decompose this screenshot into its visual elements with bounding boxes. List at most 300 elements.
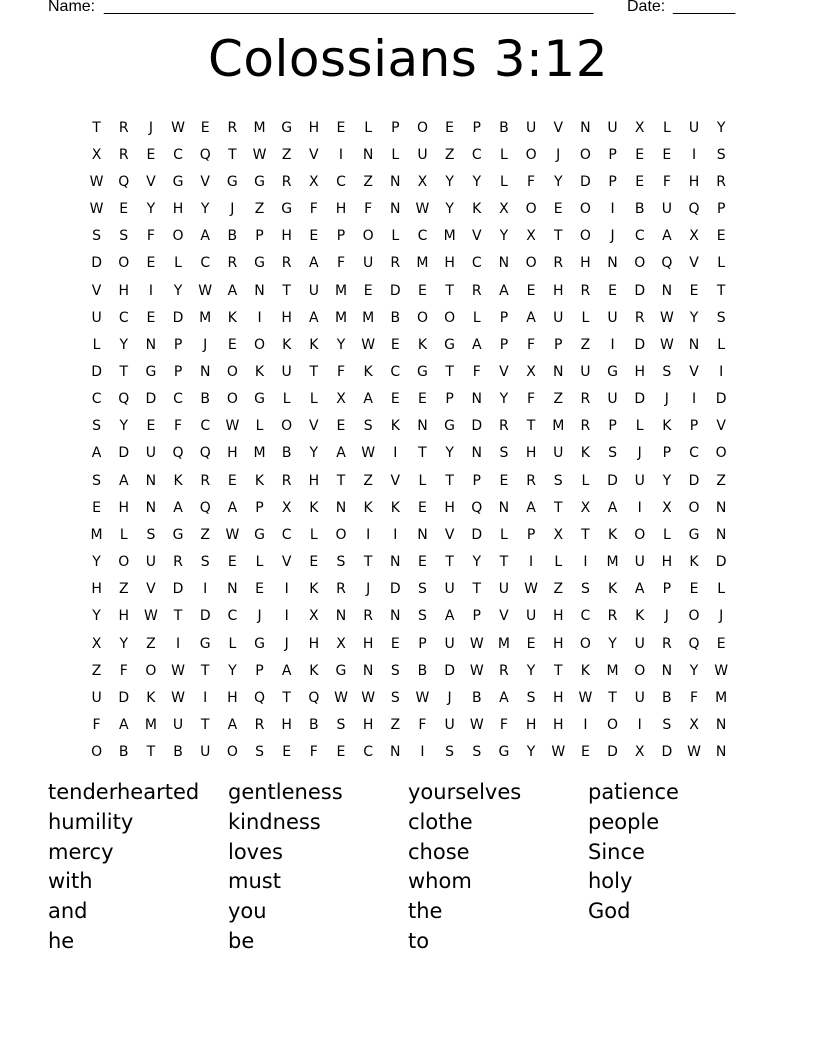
grid-letter[interactable]: N <box>335 608 347 625</box>
grid-letter[interactable]: M <box>552 418 565 435</box>
grid-letter[interactable]: L <box>581 309 590 326</box>
grid-letter[interactable]: H <box>552 689 564 706</box>
grid-letter[interactable]: Q <box>688 635 700 652</box>
grid-letter[interactable]: E <box>418 554 427 571</box>
grid-letter[interactable]: B <box>662 689 672 706</box>
grid-letter[interactable]: T <box>553 499 563 516</box>
grid-letter[interactable]: R <box>526 472 536 489</box>
grid-letter[interactable]: N <box>390 744 401 761</box>
grid-letter[interactable]: S <box>580 581 590 598</box>
grid-letter[interactable]: D <box>118 445 130 462</box>
grid-letter[interactable]: G <box>281 119 293 136</box>
grid-letter[interactable]: P <box>391 119 400 136</box>
grid-letter[interactable]: N <box>417 418 428 435</box>
grid-letter[interactable]: O <box>525 201 537 218</box>
grid-letter[interactable]: Y <box>608 635 617 652</box>
grid-letter[interactable]: S <box>716 309 726 326</box>
grid-letter[interactable]: H <box>552 717 564 734</box>
grid-letter[interactable]: V <box>689 255 699 272</box>
grid-letter[interactable]: W <box>252 146 267 163</box>
grid-letter[interactable]: K <box>662 418 672 435</box>
grid-letter[interactable]: I <box>610 201 615 218</box>
grid-letter[interactable]: O <box>444 309 456 326</box>
grid-letter[interactable]: I <box>583 554 588 571</box>
grid-letter[interactable]: I <box>284 608 289 625</box>
grid-letter[interactable]: W <box>415 689 430 706</box>
grid-letter[interactable]: A <box>499 282 509 299</box>
grid-letter[interactable]: I <box>637 499 642 516</box>
grid-letter[interactable]: K <box>254 472 265 489</box>
grid-letter[interactable]: E <box>418 391 427 408</box>
grid-letter[interactable]: P <box>336 228 346 245</box>
grid-letter[interactable]: N <box>661 282 673 299</box>
grid-letter[interactable]: V <box>390 472 401 489</box>
grid-letter[interactable]: F <box>364 201 373 218</box>
grid-letter[interactable]: R <box>363 608 373 625</box>
grid-letter[interactable]: O <box>579 146 591 163</box>
grid-letter[interactable]: S <box>716 146 726 163</box>
grid-letter[interactable]: O <box>525 146 537 163</box>
name-field[interactable]: _______________________________________________________ <box>104 0 594 15</box>
grid-letter[interactable]: E <box>227 472 237 489</box>
grid-letter[interactable]: D <box>715 554 727 571</box>
grid-letter[interactable]: J <box>230 201 235 218</box>
grid-letter[interactable]: L <box>174 255 182 272</box>
grid-letter[interactable]: K <box>309 336 319 353</box>
grid-letter[interactable]: E <box>526 635 536 652</box>
grid-letter[interactable]: S <box>146 526 156 543</box>
grid-letter[interactable]: A <box>227 717 238 734</box>
grid-letter[interactable]: X <box>553 526 564 543</box>
grid-letter[interactable]: H <box>281 717 292 734</box>
grid-letter[interactable]: K <box>309 662 319 679</box>
grid-letter[interactable]: V <box>499 363 509 380</box>
grid-letter[interactable]: C <box>363 744 374 761</box>
grid-letter[interactable]: L <box>364 119 373 136</box>
grid-letter[interactable]: S <box>390 662 400 679</box>
grid-letter[interactable]: K <box>417 336 428 353</box>
grid-letter[interactable]: Y <box>662 472 672 489</box>
grid-letter[interactable]: T <box>472 581 482 598</box>
grid-letter[interactable]: E <box>662 146 672 163</box>
grid-letter[interactable]: I <box>529 554 534 571</box>
grid-letter[interactable]: Y <box>716 119 726 136</box>
grid-letter[interactable]: T <box>445 282 454 299</box>
grid-letter[interactable]: L <box>554 554 563 571</box>
grid-letter[interactable]: V <box>200 173 210 190</box>
grid-letter[interactable]: K <box>363 363 373 380</box>
grid-letter[interactable]: X <box>526 363 536 380</box>
grid-letter[interactable]: H <box>308 119 320 136</box>
grid-letter[interactable]: M <box>90 526 103 543</box>
grid-letter[interactable]: R <box>336 581 346 598</box>
grid-letter[interactable]: I <box>257 309 262 326</box>
grid-letter[interactable]: D <box>715 391 727 408</box>
grid-letter[interactable]: T <box>173 608 183 625</box>
grid-letter[interactable]: X <box>689 228 699 245</box>
grid-letter[interactable]: N <box>471 445 482 462</box>
grid-letter[interactable]: Y <box>553 173 563 190</box>
grid-letter[interactable]: O <box>91 744 103 761</box>
grid-letter[interactable]: B <box>227 228 238 245</box>
grid-letter[interactable]: D <box>199 608 211 625</box>
grid-letter[interactable]: T <box>581 526 590 543</box>
grid-letter[interactable]: N <box>390 201 401 218</box>
grid-letter[interactable]: D <box>688 472 700 489</box>
grid-letter[interactable]: R <box>227 255 238 272</box>
grid-letter[interactable]: R <box>200 472 211 489</box>
grid-letter[interactable]: E <box>390 336 400 353</box>
grid-letter[interactable]: Z <box>91 662 102 679</box>
grid-letter[interactable]: X <box>499 201 509 218</box>
grid-letter[interactable]: W <box>171 689 185 706</box>
grid-letter[interactable]: O <box>172 228 184 245</box>
grid-letter[interactable]: A <box>281 662 292 679</box>
grid-letter[interactable]: R <box>227 119 238 136</box>
grid-letter[interactable]: F <box>174 418 183 435</box>
grid-letter[interactable]: K <box>607 526 618 543</box>
grid-letter[interactable]: T <box>282 282 291 299</box>
grid-letter[interactable]: G <box>172 526 184 543</box>
grid-letter[interactable]: N <box>390 173 401 190</box>
grid-letter[interactable]: P <box>472 472 481 489</box>
grid-letter[interactable]: N <box>471 391 482 408</box>
grid-letter[interactable]: H <box>552 635 564 652</box>
grid-letter[interactable]: E <box>689 581 699 598</box>
grid-letter[interactable]: B <box>634 201 645 218</box>
grid-letter[interactable]: E <box>282 744 292 761</box>
grid-letter[interactable]: S <box>119 228 129 245</box>
grid-letter[interactable]: X <box>91 635 102 652</box>
grid-letter[interactable]: N <box>145 472 157 489</box>
grid-letter[interactable]: C <box>390 363 401 380</box>
grid-letter[interactable]: J <box>257 608 262 625</box>
grid-letter[interactable]: I <box>420 744 425 761</box>
grid-letter[interactable]: N <box>199 363 211 380</box>
grid-letter[interactable]: I <box>203 581 208 598</box>
grid-letter[interactable]: S <box>390 689 400 706</box>
grid-letter[interactable]: U <box>607 119 618 136</box>
grid-letter[interactable]: H <box>525 717 537 734</box>
grid-letter[interactable]: L <box>581 472 590 489</box>
grid-letter[interactable]: F <box>92 717 101 734</box>
grid-letter[interactable]: U <box>172 717 184 734</box>
grid-letter[interactable]: Y <box>228 662 237 679</box>
grid-letter[interactable]: C <box>471 146 482 163</box>
grid-letter[interactable]: N <box>715 744 727 761</box>
grid-letter[interactable]: K <box>580 445 590 462</box>
grid-letter[interactable]: O <box>416 119 428 136</box>
grid-letter[interactable]: D <box>580 173 591 190</box>
grid-letter[interactable]: H <box>118 499 129 516</box>
grid-letter[interactable]: C <box>634 228 645 245</box>
grid-letter[interactable]: U <box>688 119 700 136</box>
grid-letter[interactable]: Z <box>553 391 564 408</box>
grid-letter[interactable]: Y <box>119 418 129 435</box>
grid-letter[interactable]: K <box>173 472 183 489</box>
grid-letter[interactable]: Q <box>308 689 320 706</box>
grid-letter[interactable]: Z <box>553 581 564 598</box>
grid-letter[interactable]: A <box>634 581 645 598</box>
grid-letter[interactable]: G <box>172 173 184 190</box>
grid-letter[interactable]: O <box>634 255 646 272</box>
grid-letter[interactable]: Y <box>173 282 183 299</box>
grid-letter[interactable]: U <box>634 554 645 571</box>
grid-letter[interactable]: L <box>635 418 644 435</box>
grid-letter[interactable]: P <box>608 418 617 435</box>
grid-letter[interactable]: L <box>418 472 427 489</box>
grid-letter[interactable]: Y <box>119 336 129 353</box>
grid-letter[interactable]: D <box>634 282 646 299</box>
grid-letter[interactable]: G <box>335 662 347 679</box>
grid-letter[interactable]: C <box>91 391 102 408</box>
grid-letter[interactable]: F <box>499 717 508 734</box>
grid-letter[interactable]: W <box>143 608 158 625</box>
grid-letter[interactable]: E <box>363 282 373 299</box>
grid-letter[interactable]: H <box>362 717 374 734</box>
grid-letter[interactable]: P <box>662 445 672 462</box>
grid-letter[interactable]: F <box>662 173 671 190</box>
grid-letter[interactable]: S <box>200 554 210 571</box>
grid-letter[interactable]: O <box>254 336 266 353</box>
grid-letter[interactable]: P <box>445 391 454 408</box>
grid-letter[interactable]: E <box>553 201 563 218</box>
grid-letter[interactable]: F <box>309 744 318 761</box>
grid-letter[interactable]: N <box>498 255 510 272</box>
grid-letter[interactable]: R <box>281 472 292 489</box>
grid-letter[interactable]: C <box>118 309 129 326</box>
grid-letter[interactable]: E <box>418 499 427 516</box>
grid-letter[interactable]: P <box>716 201 726 218</box>
grid-letter[interactable]: M <box>253 119 266 136</box>
grid-letter[interactable]: W <box>659 336 674 353</box>
grid-letter[interactable]: R <box>634 309 645 326</box>
grid-letter[interactable]: A <box>526 309 536 326</box>
grid-letter[interactable]: U <box>553 445 564 462</box>
grid-letter[interactable]: K <box>689 554 699 571</box>
grid-letter[interactable]: E <box>445 119 455 136</box>
grid-letter[interactable]: J <box>664 608 669 625</box>
grid-letter[interactable]: V <box>553 119 564 136</box>
grid-letter[interactable]: W <box>89 201 104 218</box>
grid-letter[interactable]: Y <box>499 228 509 245</box>
grid-letter[interactable]: A <box>607 499 618 516</box>
grid-letter[interactable]: L <box>255 418 264 435</box>
grid-letter[interactable]: Q <box>172 445 184 462</box>
grid-letter[interactable]: X <box>580 499 591 516</box>
grid-letter[interactable]: K <box>309 581 319 598</box>
grid-letter[interactable]: R <box>471 282 482 299</box>
grid-letter[interactable]: G <box>444 336 456 353</box>
grid-letter[interactable]: J <box>284 635 289 652</box>
grid-letter[interactable]: L <box>309 526 318 543</box>
grid-letter[interactable]: O <box>416 309 428 326</box>
grid-letter[interactable]: B <box>118 744 129 761</box>
grid-letter[interactable]: P <box>608 173 617 190</box>
grid-letter[interactable]: P <box>173 336 183 353</box>
grid-letter[interactable]: T <box>200 662 210 679</box>
grid-letter[interactable]: N <box>254 282 265 299</box>
grid-letter[interactable]: Q <box>118 173 130 190</box>
grid-letter[interactable]: H <box>552 608 564 625</box>
grid-letter[interactable]: Y <box>526 744 536 761</box>
grid-letter[interactable]: E <box>635 146 645 163</box>
grid-letter[interactable]: L <box>255 554 264 571</box>
grid-letter[interactable]: Y <box>445 201 454 218</box>
grid-letter[interactable]: T <box>146 744 156 761</box>
grid-letter[interactable]: J <box>203 336 208 353</box>
grid-letter[interactable]: M <box>497 635 510 652</box>
grid-letter[interactable]: W <box>171 119 185 136</box>
grid-letter[interactable]: M <box>606 662 619 679</box>
grid-letter[interactable]: U <box>444 717 455 734</box>
grid-letter[interactable]: I <box>338 146 344 163</box>
grid-letter[interactable]: F <box>119 662 128 679</box>
grid-letter[interactable]: C <box>200 418 211 435</box>
grid-letter[interactable]: W <box>469 635 484 652</box>
grid-letter[interactable]: G <box>254 391 265 408</box>
grid-letter[interactable]: R <box>173 554 183 571</box>
grid-letter[interactable]: E <box>92 499 101 516</box>
grid-letter[interactable]: F <box>527 391 536 408</box>
grid-letter[interactable]: R <box>607 608 618 625</box>
grid-letter[interactable]: T <box>445 363 454 380</box>
grid-letter[interactable]: Z <box>580 336 591 353</box>
grid-letter[interactable]: Y <box>689 662 699 679</box>
grid-letter[interactable]: D <box>91 255 102 272</box>
grid-letter[interactable]: S <box>472 744 482 761</box>
grid-letter[interactable]: T <box>92 119 101 136</box>
grid-letter[interactable]: T <box>119 363 129 380</box>
grid-letter[interactable]: Z <box>390 717 401 734</box>
grid-letter[interactable]: M <box>362 309 375 326</box>
grid-letter[interactable]: F <box>418 717 427 734</box>
grid-letter[interactable]: D <box>634 336 646 353</box>
grid-letter[interactable]: S <box>92 228 102 245</box>
grid-letter[interactable]: V <box>716 418 726 435</box>
grid-letter[interactable]: U <box>553 309 564 326</box>
grid-letter[interactable]: Z <box>716 472 726 489</box>
grid-letter[interactable]: S <box>363 418 373 435</box>
grid-letter[interactable]: T <box>309 363 319 380</box>
grid-letter[interactable]: G <box>444 418 456 435</box>
grid-letter[interactable]: G <box>688 526 700 543</box>
grid-letter[interactable]: B <box>309 717 319 734</box>
grid-letter[interactable]: T <box>553 662 563 679</box>
grid-letter[interactable]: K <box>580 662 590 679</box>
grid-letter[interactable]: B <box>499 119 509 136</box>
grid-letter[interactable]: C <box>227 608 238 625</box>
grid-letter[interactable]: O <box>226 744 238 761</box>
grid-letter[interactable]: W <box>361 445 376 462</box>
grid-letter[interactable]: V <box>309 146 319 163</box>
grid-letter[interactable]: Y <box>689 309 699 326</box>
grid-letter[interactable]: Z <box>118 581 129 598</box>
grid-letter[interactable]: O <box>226 363 238 380</box>
grid-letter[interactable]: X <box>634 744 645 761</box>
grid-letter[interactable]: Y <box>200 201 210 218</box>
grid-letter[interactable]: O <box>634 526 646 543</box>
grid-letter[interactable]: M <box>606 554 619 571</box>
grid-letter[interactable]: A <box>227 499 238 516</box>
grid-letter[interactable]: N <box>417 526 428 543</box>
grid-letter[interactable]: Q <box>661 255 673 272</box>
grid-letter[interactable]: Q <box>118 391 130 408</box>
grid-letter[interactable]: F <box>146 228 155 245</box>
grid-letter[interactable]: Z <box>146 635 156 652</box>
grid-letter[interactable]: W <box>171 662 185 679</box>
grid-letter[interactable]: W <box>415 201 430 218</box>
grid-letter[interactable]: L <box>500 173 508 190</box>
grid-letter[interactable]: U <box>498 581 510 598</box>
grid-letter[interactable]: S <box>662 717 672 734</box>
grid-letter[interactable]: V <box>444 526 455 543</box>
grid-letter[interactable]: T <box>608 689 617 706</box>
grid-letter[interactable]: L <box>472 309 481 326</box>
grid-letter[interactable]: G <box>254 173 265 190</box>
grid-letter[interactable]: X <box>336 391 346 408</box>
grid-letter[interactable]: K <box>309 499 319 516</box>
grid-letter[interactable]: D <box>607 744 618 761</box>
grid-letter[interactable]: Z <box>200 526 210 543</box>
grid-letter[interactable]: U <box>525 119 537 136</box>
grid-letter[interactable]: B <box>173 744 183 761</box>
grid-letter[interactable]: O <box>145 662 157 679</box>
grid-letter[interactable]: P <box>255 228 264 245</box>
grid-letter[interactable]: X <box>336 635 346 652</box>
grid-letter[interactable]: P <box>526 526 536 543</box>
grid-letter[interactable]: P <box>472 119 481 136</box>
grid-letter[interactable]: W <box>198 282 213 299</box>
grid-letter[interactable]: R <box>499 418 509 435</box>
grid-letter[interactable]: M <box>443 228 456 245</box>
grid-letter[interactable]: T <box>336 472 346 489</box>
grid-letter[interactable]: V <box>146 173 156 190</box>
grid-letter[interactable]: H <box>281 309 292 326</box>
grid-letter[interactable]: H <box>281 228 292 245</box>
grid-letter[interactable]: O <box>281 418 293 435</box>
grid-letter[interactable]: T <box>526 418 536 435</box>
grid-letter[interactable]: U <box>91 309 102 326</box>
grid-letter[interactable]: D <box>389 581 401 598</box>
grid-letter[interactable]: G <box>254 635 265 652</box>
grid-letter[interactable]: T <box>363 554 373 571</box>
grid-letter[interactable]: X <box>662 499 672 516</box>
grid-letter[interactable]: D <box>444 662 455 679</box>
grid-letter[interactable]: D <box>471 526 483 543</box>
grid-letter[interactable]: W <box>659 309 674 326</box>
grid-letter[interactable]: U <box>634 689 645 706</box>
grid-letter[interactable]: N <box>335 499 347 516</box>
grid-letter[interactable]: O <box>362 228 374 245</box>
grid-letter[interactable]: L <box>662 119 671 136</box>
grid-letter[interactable]: H <box>444 499 455 516</box>
grid-letter[interactable]: S <box>445 744 455 761</box>
grid-letter[interactable]: Q <box>688 201 700 218</box>
grid-letter[interactable]: E <box>580 744 590 761</box>
grid-letter[interactable]: I <box>393 526 398 543</box>
grid-letter[interactable]: K <box>472 201 482 218</box>
grid-letter[interactable]: L <box>309 391 318 408</box>
grid-letter[interactable]: A <box>118 472 129 489</box>
grid-letter[interactable]: L <box>282 391 291 408</box>
grid-letter[interactable]: J <box>637 445 642 462</box>
grid-letter[interactable]: I <box>203 689 208 706</box>
grid-letter[interactable]: H <box>172 201 184 218</box>
grid-letter[interactable]: E <box>390 391 400 408</box>
grid-letter[interactable]: U <box>417 146 428 163</box>
grid-letter[interactable]: H <box>552 282 564 299</box>
